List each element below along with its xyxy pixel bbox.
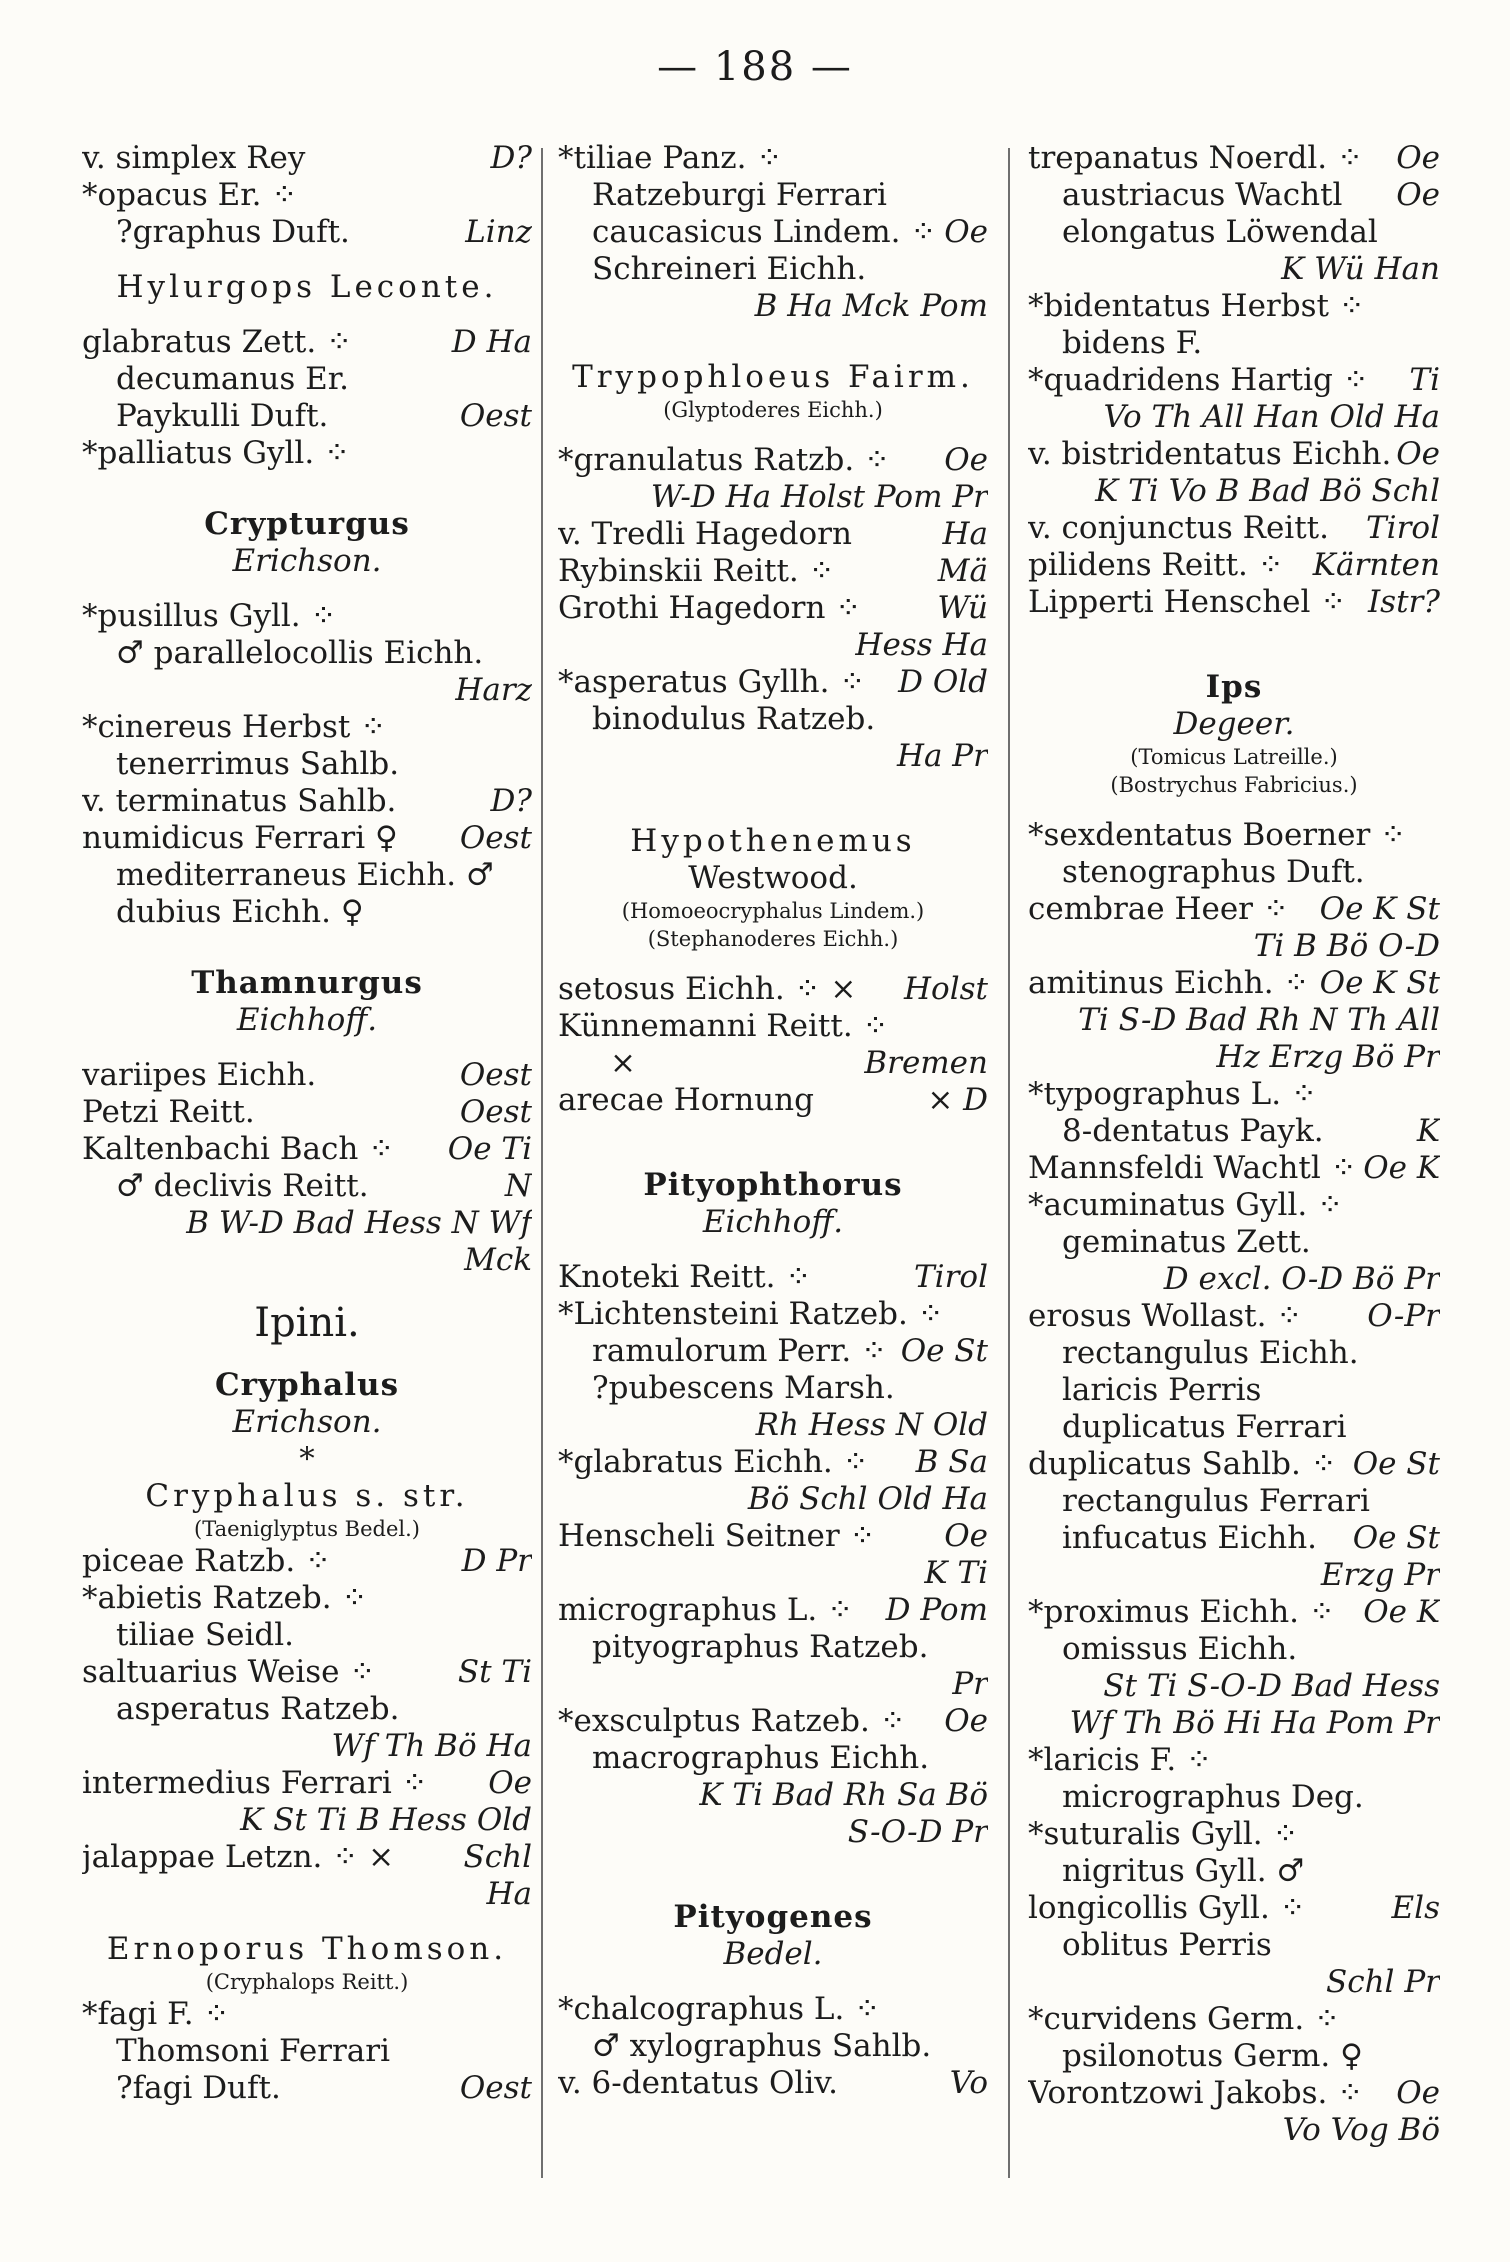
spacer [558,953,988,971]
species-entry: tenerrimus Sahlb. [116,746,400,782]
species-entry [1028,510,1440,547]
species-entry [1028,2075,1440,2112]
locality: N [504,1168,532,1204]
synonym-note: (Tomicus Latreille.) [1130,745,1338,769]
species-entry [82,140,532,177]
locality: Wü [937,590,988,626]
species-entry [558,1518,988,1555]
locality-line: K Ti Vo B Bad Bö Schl [1095,473,1440,509]
species-name: *proximus Eichh. ⁘ [1028,1594,1335,1630]
species-entry [82,1168,532,1205]
species-entry [558,664,988,701]
species-entry [558,214,988,251]
species-entry [1028,436,1440,473]
species-entry: asperatus Ratzeb. [116,1691,400,1727]
species-entry [82,214,532,251]
spacer [558,424,988,442]
species-entry [1028,547,1440,584]
species-entry: *typographus L. ⁘ [1028,1076,1317,1112]
locality-line: B W-D Bad Hess N Wf [186,1205,532,1241]
species-name: v. terminatus Sahlb. [82,783,397,819]
locality: Ti [1409,362,1440,398]
species-entry: ♂ parallelocollis Eichh. [116,635,484,671]
subgenus-heading: Trypophloeus Fairm. [572,359,974,395]
locality: Oe [944,1703,988,1739]
species-name: Knoteki Reitt. ⁘ [558,1259,812,1295]
locality: O-Pr [1367,1298,1440,1334]
species-name: erosus Wollast. ⁘ [1028,1298,1303,1334]
tribe-heading: Ipini. [254,1300,360,1346]
species-entry: rectangulus Eichh. [1062,1335,1359,1371]
locality: B Sa [915,1444,988,1480]
species-entry [82,1654,532,1691]
species-name: *quadridens Hartig ⁘ [1028,362,1369,398]
species-entry: *fagi F. ⁘ [82,1996,230,2032]
locality-line: Erzg Pr [1320,1557,1440,1593]
species-entry [558,1333,988,1370]
species-entry [82,2070,532,2107]
locality: Oest [459,1094,532,1130]
locality-line: Ha [486,1876,532,1912]
species-name: Grothi Hagedorn ⁘ [558,590,862,626]
species-entry [558,1592,988,1629]
locality: Oe St [1352,1520,1440,1556]
column-divider [1008,148,1010,2178]
species-entry [1028,1890,1440,1927]
species-name: Paykulli Duft. [116,398,329,434]
species-entry: *curvidens Germ. ⁘ [1028,2001,1340,2037]
spacer [82,472,532,506]
locality: Oe K St [1319,891,1440,927]
species-name: Mannsfeldi Wachtl ⁘ [1028,1150,1357,1186]
locality-line: Rh Hess N Old [755,1407,988,1443]
species-entry [1028,1298,1440,1335]
locality-line: S-O-D Pr [847,1814,988,1850]
species-entry [82,820,532,857]
species-entry: pityographus Ratzeb. [592,1629,929,1665]
locality: Oe [1396,2075,1440,2111]
locality-line: Hz Erzg Bö Pr [1216,1039,1440,1075]
species-entry: ♂ xylographus Sahlb. [592,2028,932,2064]
species-entry [558,2065,988,2102]
species-entry: stenographus Duft. [1062,854,1365,890]
locality-line: W-D Ha Holst Pom Pr [650,479,988,515]
species-name: cembrae Heer ⁘ [1028,891,1289,927]
species-name: *glabratus Eichh. ⁘ [558,1444,869,1480]
species-entry [558,516,988,553]
species-entry: *chalcographus L. ⁘ [558,1991,881,2027]
species-entry: *laricis F. ⁘ [1028,1742,1213,1778]
species-name: v. bistridentatus Eichh. [1028,436,1392,472]
species-entry: dubius Eichh. ♀ [116,894,364,930]
column-3 [1028,140,1440,2222]
ornament: * [299,1441,315,1477]
species-entry [1028,1113,1440,1150]
synonym-note: (Glyptoderes Eichh.) [663,398,883,422]
locality-line: Schl Pr [1325,1964,1440,2000]
species-name: arecae Hornung [558,1082,814,1118]
locality: × D [927,1082,988,1118]
species-entry [82,398,532,435]
species-entry: psilonotus Germ. ♀ [1062,2038,1363,2074]
species-name: longicollis Gyll. ⁘ [1028,1890,1306,1926]
species-entry [82,1094,532,1131]
locality: Els [1391,1890,1440,1926]
locality: Vo [949,2065,988,2101]
species-entry [82,1765,532,1802]
species-name: caucasicus Lindem. ⁘ [592,214,937,250]
locality: Istr? [1367,584,1440,620]
species-entry: rectangulus Ferrari [1062,1483,1370,1519]
species-entry: oblitus Perris [1062,1927,1272,1963]
species-name: jalappae Letzn. ⁘ × [82,1839,395,1875]
species-name: infucatus Eichh. [1062,1520,1318,1556]
species-entry: Schreineri Eichh. [592,251,867,287]
locality-line: Wf Th Bö Hi Ha Pom Pr [1069,1705,1440,1741]
genus-author: Erichson. [232,543,382,579]
locality-line: Bö Schl Old Ha [747,1481,988,1517]
locality-line: Vo Th All Han Old Ha [1103,399,1440,435]
locality: Oest [459,820,532,856]
column-2 [558,140,988,2222]
species-entry [1028,584,1440,621]
species-name: ♂ declivis Reitt. [116,1168,369,1204]
locality: Oest [459,398,532,434]
species-name: glabratus Zett. ⁘ [82,324,353,360]
species-name: duplicatus Sahlb. ⁘ [1028,1446,1337,1482]
species-name: setosus Eichh. ⁘ × [558,971,857,1007]
spacer [558,775,988,823]
locality: Oe Ti [447,1131,532,1167]
locality-line: Ti B Bö O-D [1253,928,1440,964]
locality-line: K Ti [924,1555,988,1591]
synonym-note: (Homoeocryphalus Lindem.) [621,899,925,923]
genus-author: Eichhoff. [236,1002,378,1038]
species-entry: *sexdentatus Boerner ⁘ [1028,817,1407,853]
species-entry: nigritus Gyll. ♂ [1062,1853,1305,1889]
locality: Oe [1396,177,1440,213]
species-name: v. simplex Rey [82,140,306,176]
locality: Schl [463,1839,532,1875]
synonym-note: (Taeniglyptus Bedel.) [194,1517,420,1541]
spacer [558,1973,988,1991]
locality: D? [490,783,532,819]
species-entry: binodulus Ratzeb. [592,701,876,737]
species-entry [82,1131,532,1168]
locality: Tirol [914,1259,988,1295]
species-entry: duplicatus Ferrari [1062,1409,1347,1445]
species-name: micrographus L. ⁘ [558,1592,854,1628]
species-entry [82,1839,532,1876]
species-entry [558,1703,988,1740]
spacer [82,1349,532,1367]
species-name: piceae Ratzb. ⁘ [82,1543,331,1579]
species-name: v. Tredli Hagedorn [558,516,852,552]
genus-author: Degeer. [1173,706,1295,742]
locality: Oest [459,2070,532,2106]
species-entry [1028,1520,1440,1557]
species-entry: tiliae Seidl. [116,1617,294,1653]
species-entry [558,1082,988,1119]
locality: Oe [1396,436,1440,472]
species-name: *asperatus Gyllh. ⁘ [558,664,866,700]
locality: Oe K [1363,1594,1440,1630]
genus-heading: Thamnurgus [191,965,423,1001]
species-entry: micrographus Deg. [1062,1779,1364,1815]
species-name: ?fagi Duft. [116,2070,281,2106]
species-entry [1028,177,1440,214]
locality: Ha [942,516,988,552]
species-entry: *palliatus Gyll. ⁘ [82,435,351,471]
species-entry: elongatus Löwendal [1062,214,1378,250]
ornament: Westwood. [688,860,858,896]
species-entry [1028,1446,1440,1483]
species-name: Rybinskii Reitt. ⁘ [558,553,835,589]
species-name: variipes Eichh. [82,1057,317,1093]
spacer [82,1039,532,1057]
genus-author: Eichhoff. [702,1204,844,1240]
locality: D Ha [451,324,532,360]
locality-line: Wf Th Bö Ha [331,1728,532,1764]
species-name: trepanatus Noerdl. ⁘ [1028,140,1363,176]
locality: Oe [944,1518,988,1554]
locality-line: St Ti S-O-D Bad Hess [1103,1668,1440,1704]
locality: Holst [904,971,988,1007]
genus-author: Bedel. [723,1936,823,1972]
species-entry: mediterraneus Eichh. ♂ [116,857,494,893]
species-entry: Thomsoni Ferrari [116,2033,391,2069]
spacer [82,1913,532,1931]
species-name: Vorontzowi Jakobs. ⁘ [1028,2075,1364,2111]
spacer [1028,621,1440,669]
locality: D? [490,140,532,176]
locality: Kärnten [1312,547,1440,583]
species-entry: Künnemanni Reitt. ⁘ [558,1008,889,1044]
locality: Oe [488,1765,532,1801]
species-name: 8-dentatus Payk. [1062,1113,1324,1149]
synonym-note: (Cryphalops Reitt.) [205,1970,409,1994]
species-name: saltuarius Weise ⁘ [82,1654,376,1690]
species-entry: *abietis Ratzeb. ⁘ [82,1580,368,1616]
species-name: v. conjunctus Reitt. [1028,510,1329,546]
genus-heading: Cryphalus [214,1367,400,1403]
species-entry [558,1444,988,1481]
subgenus-heading: Ernoporus Thomson. [106,1931,508,1967]
locality: Bremen [864,1045,988,1081]
spacer [558,1851,988,1899]
species-entry [82,783,532,820]
species-entry [82,1057,532,1094]
locality: Oe K [1363,1150,1440,1186]
locality-line: D excl. O-D Bö Pr [1163,1261,1440,1297]
spacer [82,306,532,324]
species-name: Henscheli Seitner ⁘ [558,1518,876,1554]
species-name: × [610,1045,636,1081]
species-entry: ?pubescens Marsh. [592,1370,895,1406]
locality-line: Hess Ha [855,627,988,663]
species-entry [1028,362,1440,399]
locality-line: Pr [952,1666,988,1702]
locality-line: K St Ti B Hess Old [240,1802,532,1838]
locality: Linz [465,214,532,250]
subgenus-heading: Hypothenemus [630,823,916,859]
species-entry [1028,965,1440,1002]
spacer [558,325,988,359]
locality: Tirol [1366,510,1440,546]
species-entry [558,442,988,479]
locality-line: Ti S-D Bad Rh N Th All [1078,1002,1440,1038]
locality-line: K Ti Bad Rh Sa Bö [699,1777,988,1813]
species-entry: decumanus Er. [116,361,349,397]
species-name: amitinus Eichh. ⁘ [1028,965,1310,1001]
column-divider [541,148,543,2178]
locality-line: B Ha Mck Pom [754,288,988,324]
species-name: austriacus Wachtl [1062,177,1343,213]
species-entry: omissus Eichh. [1062,1631,1298,1667]
species-entry [558,553,988,590]
species-entry [1028,140,1440,177]
genus-author: Erichson. [232,1404,382,1440]
subgenus-heading: Hylurgops Leconte. [116,269,498,305]
species-entry: macrographus Eichh. [592,1740,930,1776]
genus-heading: Crypturgus [204,506,410,542]
spacer [82,931,532,965]
species-entry: laricis Perris [1062,1372,1262,1408]
species-entry: *pusillus Gyll. ⁘ [82,598,337,634]
spacer [82,1279,532,1297]
species-entry: *tiliae Panz. ⁘ [558,140,783,176]
locality-line: K Wü Han [1281,251,1440,287]
locality: D Pom [885,1592,988,1628]
spacer [82,251,532,269]
spacer [82,580,532,598]
locality: Oest [459,1057,532,1093]
locality: Oe [1396,140,1440,176]
locality: D Pr [461,1543,532,1579]
species-entry: bidens F. [1062,325,1203,361]
spacer [558,1119,988,1167]
species-entry [1028,891,1440,928]
locality: Oe [944,214,988,250]
spacer [1028,799,1440,817]
species-entry: Ratzeburgi Ferrari [592,177,887,213]
species-name: Petzi Reitt. [82,1094,255,1130]
locality: Oe [944,442,988,478]
species-name: v. 6-dentatus Oliv. [558,2065,838,2101]
subgenus-heading: Cryphalus s. str. [145,1478,469,1514]
species-entry [1028,1150,1440,1187]
species-entry: *opacus Er. ⁘ [82,177,298,213]
species-name: pilidens Reitt. ⁘ [1028,547,1284,583]
column-1 [82,140,532,2222]
species-name: ?graphus Duft. [116,214,350,250]
species-name: Kaltenbachi Bach ⁘ [82,1131,395,1167]
locality-line: Vo Vog Bö [1282,2112,1440,2148]
locality: Mä [937,553,988,589]
species-name: *granulatus Ratzb. ⁘ [558,442,891,478]
species-entry: *acuminatus Gyll. ⁘ [1028,1187,1344,1223]
synonym-note: (Bostrychus Fabricius.) [1110,773,1358,797]
species-name: ramulorum Perr. ⁘ [592,1333,887,1369]
species-entry [558,1045,988,1082]
species-entry: *suturalis Gyll. ⁘ [1028,1816,1299,1852]
locality: Oe K St [1319,965,1440,1001]
synonym-note: (Stephanoderes Eichh.) [647,927,899,951]
genus-heading: Ips [1205,669,1263,705]
species-entry: *cinereus Herbst ⁘ [82,709,387,745]
genus-heading: Pityophthorus [643,1167,903,1203]
species-name: numidicus Ferrari ♀ [82,820,398,856]
locality-line: Mck [464,1242,532,1278]
locality: D Old [898,664,988,700]
species-entry: *bidentatus Herbst ⁘ [1028,288,1365,324]
locality: Oe St [1352,1446,1440,1482]
page-number: — 188 — [657,44,853,90]
species-name: intermedius Ferrari ⁘ [82,1765,428,1801]
locality-line: Harz [455,672,532,708]
species-entry [558,590,988,627]
locality-line: Ha Pr [896,738,988,774]
species-name: *exsculptus Ratzeb. ⁘ [558,1703,906,1739]
species-entry: *Lichtensteini Ratzeb. ⁘ [558,1296,944,1332]
spacer [558,1241,988,1259]
species-entry [558,1259,988,1296]
species-entry: geminatus Zett. [1062,1224,1311,1260]
species-entry [558,971,988,1008]
genus-heading: Pityogenes [673,1899,873,1935]
locality: K [1416,1113,1440,1149]
species-entry [1028,1594,1440,1631]
locality: Oe St [900,1333,988,1369]
species-name: Lipperti Henschel ⁘ [1028,584,1347,620]
species-entry [82,1543,532,1580]
species-entry [82,324,532,361]
locality: St Ti [457,1654,532,1690]
